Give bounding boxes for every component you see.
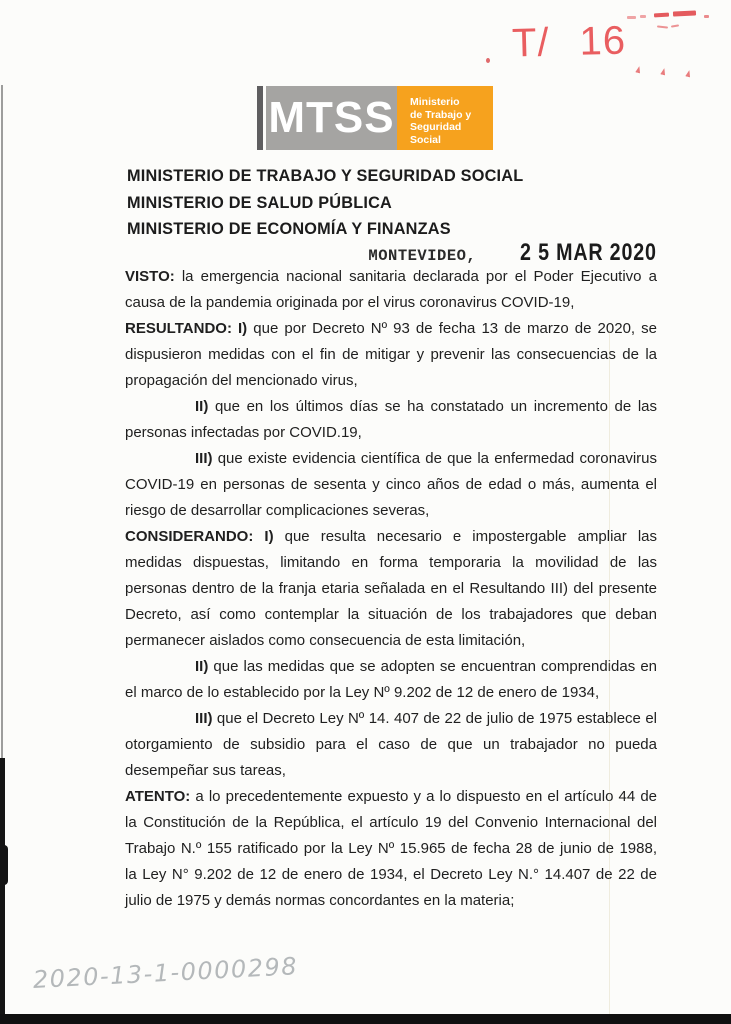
body-line: personas dentro de la franja etaria señalada en el Resultando III) del presente bbox=[125, 580, 657, 597]
body-line: Trabajo N.º 155 ratificado por la Ley Nº 15.965 de fecha 28 de junio de 1988, bbox=[125, 840, 657, 857]
body-line: personas infectadas por COVID.19, bbox=[125, 424, 362, 441]
body-line: riesgo de desarrollar complicaciones severas, bbox=[125, 502, 430, 519]
ministry-header-line: MINISTERIO DE ECONOMÍA Y FINANZAS bbox=[127, 220, 451, 238]
dateline bbox=[125, 239, 657, 267]
body-line: III) que el Decreto Ley Nº 14. 407 de 22 de julio de 1975 establece el bbox=[195, 710, 657, 727]
logo-org-line: de Trabajo y bbox=[410, 108, 472, 121]
mtss-logo-acronym: MTSS bbox=[268, 93, 395, 142]
folio-stamp bbox=[511, 19, 626, 67]
body-line: VISTO: la emergencia nacional sanitaria declarada por el Poder Ejecutivo a bbox=[125, 268, 657, 285]
handwritten-file-number: 2020-13-1-0000298 bbox=[32, 952, 299, 994]
body-line: ATENTO: a lo precedentemente expuesto y a lo dispuesto en el artículo 44 de bbox=[125, 788, 657, 805]
red-pen-dash bbox=[640, 15, 646, 18]
body-line: desempeñar sus tareas, bbox=[125, 762, 286, 779]
body-line: CONSIDERANDO: I) que resulta necesario e impostergable ampliar las bbox=[125, 528, 657, 545]
red-ink-dot bbox=[486, 58, 490, 63]
ministry-header-line: MINISTERIO DE TRABAJO Y SEGURIDAD SOCIAL bbox=[127, 167, 524, 185]
body-line: dispusieron medidas con el fin de mitigar y prevenir las consecuencias de la bbox=[125, 346, 657, 363]
mtss-logo-acronym-box bbox=[266, 86, 397, 150]
red-pen-dash bbox=[627, 16, 636, 19]
body-line: la Constitución de la República, el artículo 19 del Convenio Internacional del bbox=[125, 814, 657, 831]
logo-org-line: Seguridad bbox=[410, 121, 462, 133]
red-pen-dash bbox=[654, 13, 669, 18]
body-line: el marco de lo establecido por la Ley Nº 9.202 de 12 de enero de 1934, bbox=[125, 684, 600, 701]
body-line: COVID-19 en personas de sesenta y cinco años de edad o más, aumenta el bbox=[125, 476, 657, 493]
red-pen-squiggle bbox=[671, 24, 679, 27]
folio-stamp-number: 16 bbox=[578, 18, 627, 64]
red-pen-squiggle bbox=[657, 25, 668, 28]
paper-crease bbox=[609, 330, 610, 1014]
body-line: RESULTANDO: I) que por Decreto Nº 93 de fecha 13 de marzo de 2020, se bbox=[125, 320, 658, 337]
body-line: Decreto, así como contemplar la situación de los trabajadores que deban bbox=[125, 606, 657, 623]
body-line: III) que existe evidencia científica de que la enfermedad coronavirus bbox=[195, 450, 657, 467]
red-pen-tick bbox=[635, 65, 642, 73]
folio-stamp-prefix: T/ bbox=[511, 20, 551, 66]
red-pen-tick bbox=[685, 69, 692, 77]
document-body bbox=[125, 264, 657, 914]
ministry-headers bbox=[127, 163, 667, 243]
body-line: otorgamiento de subsidio para el caso de que un trabajador no pueda bbox=[125, 736, 657, 753]
scan-edge-left-bump bbox=[0, 845, 8, 885]
scan-edge-bottom bbox=[0, 1014, 731, 1024]
date-stamp: 2 5 MAR 2020 bbox=[520, 239, 657, 266]
body-line: julio de 1975 y demás normas concordantes en la materia; bbox=[125, 892, 515, 909]
logo-org-line: Ministerio bbox=[410, 96, 460, 108]
city-label: MONTEVIDEO, bbox=[368, 247, 477, 265]
body-line: la Ley N° 9.202 de 12 de enero de 1934, el Decreto Ley N.° 14.407 de 22 de bbox=[125, 866, 657, 883]
red-pen-tick bbox=[660, 67, 667, 75]
logo-accent-bar bbox=[257, 86, 263, 150]
red-pen-dash bbox=[673, 10, 696, 16]
body-line: medidas dispuestas, limitando en forma temporaria la movilidad de las bbox=[125, 554, 657, 571]
scan-edge-left-black bbox=[0, 758, 5, 1024]
scan-edge-left-thin bbox=[1, 85, 3, 760]
body-line: permanecer aislados como consecuencia de esta limitación, bbox=[125, 632, 526, 649]
logo-org-line: Social bbox=[410, 133, 441, 146]
red-pen-dash bbox=[704, 15, 709, 18]
body-line: propagación del mencionado virus, bbox=[125, 372, 358, 389]
ministry-header-line: MINISTERIO DE SALUD PÚBLICA bbox=[127, 193, 393, 212]
body-line: II) que en los últimos días se ha constatado un incremento de las bbox=[195, 398, 657, 415]
body-line: causa de la pandemia originada por el virus coronavirus COVID-19, bbox=[125, 294, 575, 311]
body-line: II) que las medidas que se adopten se encuentran comprendidas en bbox=[195, 658, 657, 675]
mtss-logo-name-box bbox=[397, 86, 493, 150]
